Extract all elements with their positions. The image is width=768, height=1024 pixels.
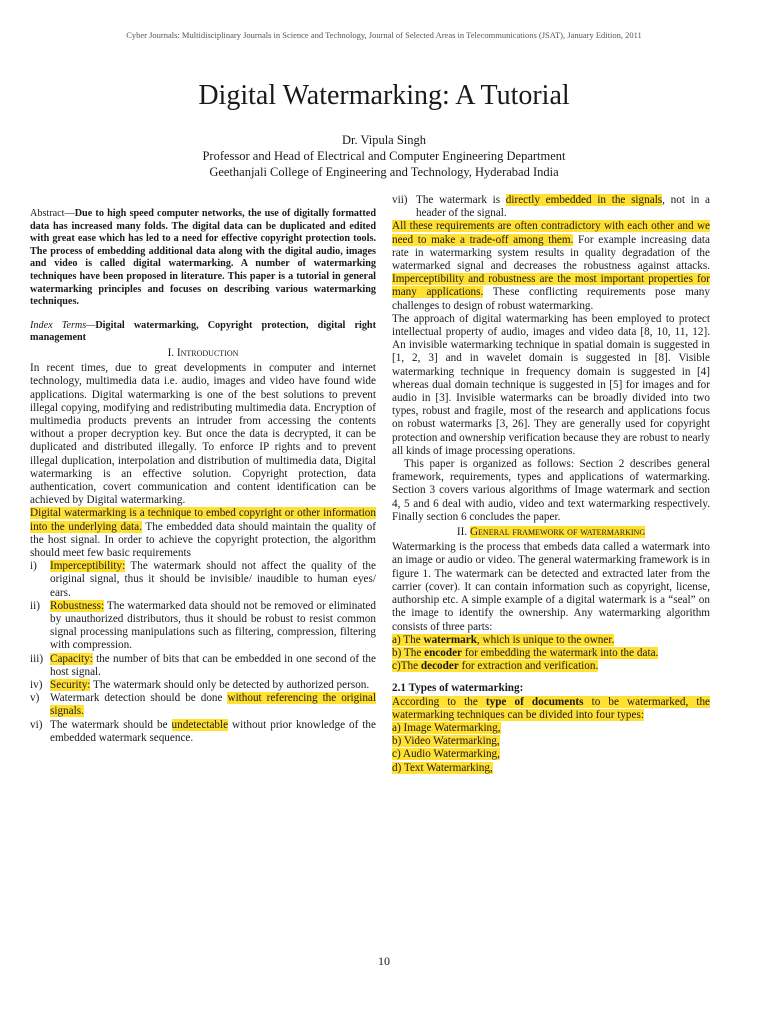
right-column xyxy=(392,194,710,775)
index-terms-text: Digital watermarking, Copyright protection, digital right management xyxy=(30,319,376,344)
requirement-item: vi) The watermark should be undetectable without prior knowledge of the embedded watermark sequence. xyxy=(30,718,376,744)
section-2-paragraph: Watermarking is the process that embeds data called a watermark into an image or audio or video. The general watermarking framework is in figure 1. The watermark can be detected and extracted later from the carrier (cover). It can contain information such as copyright, license, authorship etc. A simple example of a digital watermark is a “seal” on the image to identify the ownership. Any watermarking algorithm consists of three parts: xyxy=(392,541,710,633)
author-affiliation-2: Geethanjali College of Engineering and Technology, Hyderabad India xyxy=(209,165,559,179)
organization-paragraph: This paper is organized as follows: Section 2 describes general framework, requirements, types and applications of watermarking. Section 3 covers various algorithms of Image watermark and section 4, 5 and 6 deal with audio, video and text watermarking respectively. Finally section 6 concludes the paper. xyxy=(392,458,710,523)
author-name: Dr. Vipula Singh xyxy=(341,133,427,147)
watermark-part: b) The encoder for embedding the watermark into the data. xyxy=(392,646,659,659)
section-2-heading: II. General framework of watermarking xyxy=(456,526,646,539)
watermark-type-item: c) Audio Watermarking, xyxy=(392,748,500,761)
intro-paragraph-1: In recent times, due to great developments in computer and internet technology, multimedia data i.e. audio, images and video have found wide applications. Digital watermarking is one of the best solutions to prevent illegal copying, modifying and redistributing multimedia data. Encryption of multimedia products prevents an intruder from accessing the contents without a proper decryption key. But once the data is decrypted, it can be duplicated and distributed illegally. To enforce IP rights and to prevent illegal duplication, interpolation and distribution of multimedia data, Digital watermarking is an effective solution. Copyright protection, data authentication, covert communication and content identification can be achieved by Digital watermarking. xyxy=(30,362,376,507)
tradeoff-paragraph: All these requirements are often contradictory with each other and we need to make a trade-off among them. For example increasing data rate in watermarking system results in quality degradation of the watermarked signal and decreases the robustness against attacks. Imperceptibility and robustness are the most important properties for many applications. These conflicting requirements pose many challenges to design of robust watermarking. xyxy=(392,220,710,312)
section-2-1-intro: According to the type of documents to be watermarked, the watermarking techniques can be divided into four types: xyxy=(392,695,710,721)
index-terms xyxy=(30,320,376,345)
intro-paragraph-2: Digital watermarking is a technique to embed copyright or other information into the underlying data. The embedded data should maintain the quality of the host signal. In order to achieve the copyright protection, the algorithm should meet few basic requirements xyxy=(30,507,376,559)
watermark-part: c)The decoder for extraction and verification. xyxy=(392,660,599,673)
requirement-item: vii) The watermark is directly embedded in the signals, not in a header of the signal. xyxy=(392,194,711,220)
intro-heading: I. Introduction xyxy=(167,346,239,359)
running-header: Cyber Journals: Multidisciplinary Journals in Science and Technology, Journal of Selected Areas in Telecommunications (JSAT), January Edition, 2011 xyxy=(126,30,642,40)
page-number: 10 xyxy=(378,954,390,968)
section-2-1-heading: 2.1 Types of watermarking: xyxy=(392,682,524,695)
watermark-type-item: d) Text Watermarking, xyxy=(392,761,493,774)
watermark-type-item: b) Video Watermarking, xyxy=(392,735,500,748)
requirement-item: i) Imperceptibility: The watermark should not affect the quality of the original signal, thus it should be invisible/ inaudible to human eyes/ ears. xyxy=(30,560,376,599)
requirement-item: iv) Security: The watermark should only be detected by authorized person. xyxy=(30,679,370,692)
approach-paragraph: The approach of digital watermarking has been employed to protect intellectual property of audio, images and video data [8, 10, 11, 12]. An invisible watermarking technique in spatial domain is suggested in [1, 2, 3] and in wavelet domain is suggested in [8]. Visible watermarking technique in frequency domain is suggested in [4] whereas dual domain technique is suggested in [5] for images and for audio in [3]. Invisible watermarks can be broadly divided into two types, robust and fragile, most of the research and applications focus on robust watermarks [3, 26]. They are generally used for copyright protection and ownership verification because they are robust to nearly all kinds of image processing operations. xyxy=(392,312,710,457)
requirement-item: v) Watermark detection should be done without referencing the original signals. xyxy=(30,692,377,718)
requirement-item: iii) Capacity: the number of bits that can be embedded in one second of the host signal. xyxy=(30,652,376,678)
abstract-text: Due to high speed computer networks, the use of digitally formatted data has increased many folds. The digital data can be duplicated and edited with great ease which has led to a need for effective copyright protection tools. The process of embedding additional data along with the digital audio, images and video is called digital watermarking. A number of watermarking techniques have been proposed in literature. This paper is a tutorial in general watermarking principles and focuses on describing various watermarking techniques. xyxy=(30,208,376,308)
watermark-type-item: a) Image Watermarking, xyxy=(392,721,501,734)
watermark-part: a) The watermark, which is unique to the owner. xyxy=(392,633,615,646)
author-affiliation-1: Professor and Head of Electrical and Computer Engineering Department xyxy=(202,149,566,163)
author-block xyxy=(0,132,768,180)
index-terms-lead: Index Terms— xyxy=(30,319,96,331)
left-column xyxy=(30,208,376,745)
intro-highlight: Digital watermarking is a technique to embed copyright or other information into the underlying data. xyxy=(30,507,376,533)
paper-title: Digital Watermarking: A Tutorial xyxy=(198,80,570,111)
requirement-item: ii) Robustness: The watermarked data should not be removed or eliminated by unauthorized distributors, thus it should be robust to resist common signal processing manipulations such as filtering, compression, filtering with compression. xyxy=(30,599,376,652)
abstract-lead: Abstract— xyxy=(30,208,75,219)
abstract xyxy=(30,208,376,309)
